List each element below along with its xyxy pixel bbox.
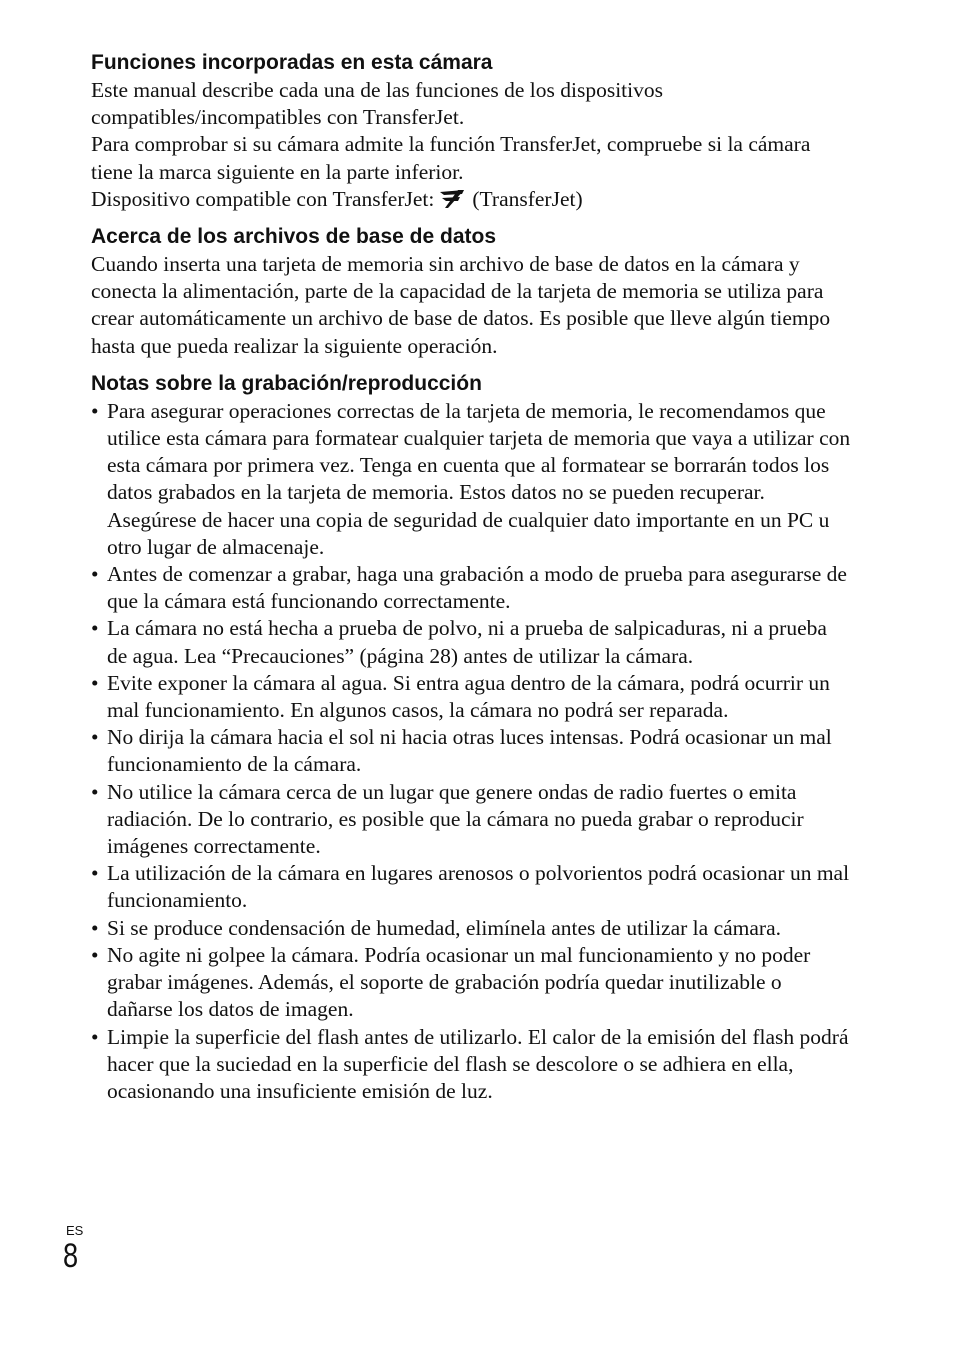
compatibility-prefix: Dispositivo compatible con TransferJet: <box>91 186 435 211</box>
paragraph: Cuando inserta una tarjeta de memoria sin archivo de base de datos en la cámara y conecta la alimentación, parte de la capacidad de la tarjeta de memoria se utiliza para crear automáticamente un archivo de base de datos. Es posible que lleve algún tiempo hasta que pueda realizar la siguiente operación. <box>91 252 831 358</box>
bullet-mark: • <box>91 779 99 804</box>
section-built-in-functions <box>91 49 851 213</box>
section-recording-notes <box>91 370 851 1105</box>
list-item <box>91 942 851 1024</box>
list-item-text: No agite ni golpee la cámara. Podría ocasionar un mal funcionamiento y no poder grabar imágenes. Además, el soporte de grabación podría quedar inutilizable o dañarse los datos de imagen. <box>107 942 811 1022</box>
list-item-text: Evite exponer la cámara al agua. Si entra agua dentro de la cámara, podrá ocurrir un mal funcionamiento. En algunos casos, la cámara no podrá ser reparada. <box>107 670 830 723</box>
list-item <box>91 561 851 615</box>
list-item-text: Si se produce condensación de humedad, elimínela antes de utilizar la cámara. <box>107 915 781 940</box>
section-heading: Funciones incorporadas en esta cámara <box>91 51 493 74</box>
bullet-mark: • <box>91 670 99 695</box>
list-item <box>91 724 851 778</box>
paragraph: Para comprobar si su cámara admite la función TransferJet, compruebe si la cámara tiene la marca siguiente en la parte inferior. <box>91 132 811 184</box>
page-content <box>91 49 851 1105</box>
bullet-mark: • <box>91 942 99 967</box>
list-item-text: La utilización de la cámara en lugares arenosos o polvorientos podrá ocasionar un mal funcionamiento. <box>107 861 850 913</box>
section-database-files <box>91 223 851 360</box>
list-item-text: Para asegurar operaciones correctas de la tarjeta de memoria, le recomendamos que utilice esta cámara para formatear cualquier tarjeta de memoria que vaya a utilizar con esta cámara por primera vez. Tenga en cuenta que al formatear se borrarán todos los datos grabados en la tarjeta de memoria. Estos datos no se pueden recuperar. Asegúrese de hacer una copia de seguridad de cualquier dato importante en un PC u otro lugar de almacenaje. <box>107 398 851 559</box>
bullet-mark: • <box>91 725 99 750</box>
list-item-text: La cámara no está hecha a prueba de polvo, ni a prueba de salpicaduras, ni a prueba de agua. Lea “Precauciones” (página 28) antes de utilizar la cámara. <box>107 616 827 668</box>
list-item <box>91 915 851 942</box>
list-item <box>91 1024 851 1106</box>
bullet-mark: • <box>91 562 99 587</box>
language-code: ES <box>66 1223 84 1238</box>
page-number: 8 <box>63 1237 79 1275</box>
compatibility-line <box>91 186 851 213</box>
list-item-text: No dirija la cámara hacia el sol ni hacia otras luces intensas. Podrá ocasionar un mal funcionamiento de la cámara. <box>107 725 832 777</box>
compatibility-suffix: (TransferJet) <box>472 186 583 211</box>
paragraph: Este manual describe cada una de las funciones de los dispositivos compatibles/incompatibles con TransferJet. <box>91 78 663 130</box>
list-item-text: Limpie la superficie del flash antes de utilizarlo. El calor de la emisión del flash podrá hacer que la suciedad en la superficie del flash se descolore o se adhiera en ella, ocasionando una insuficiente emisión de luz. <box>107 1024 849 1103</box>
list-item-text: No utilice la cámara cerca de un lugar que genere ondas de radio fuertes o emita radiación. De lo contrario, es posible que la cámara no pueda grabar o reproducir imágenes correctamente. <box>107 779 804 859</box>
section-heading: Acerca de los archivos de base de datos <box>91 225 497 249</box>
section-heading: Notas sobre la grabación/reproducción <box>91 371 482 395</box>
bullet-mark: • <box>91 1024 99 1049</box>
list-item-text: Antes de comenzar a grabar, haga una grabación a modo de prueba para asegurarse de que la cámara está funcionando correctamente. <box>107 562 847 614</box>
list-item <box>91 670 851 724</box>
notes-list <box>91 398 851 1105</box>
bullet-mark: • <box>91 398 99 423</box>
bullet-mark: • <box>91 861 99 886</box>
list-item <box>91 779 851 861</box>
bullet-mark: • <box>91 616 99 641</box>
transferjet-logo-icon <box>438 189 466 209</box>
bullet-mark: • <box>91 915 99 940</box>
list-item <box>91 615 851 669</box>
list-item <box>91 860 851 914</box>
list-item <box>91 398 851 561</box>
